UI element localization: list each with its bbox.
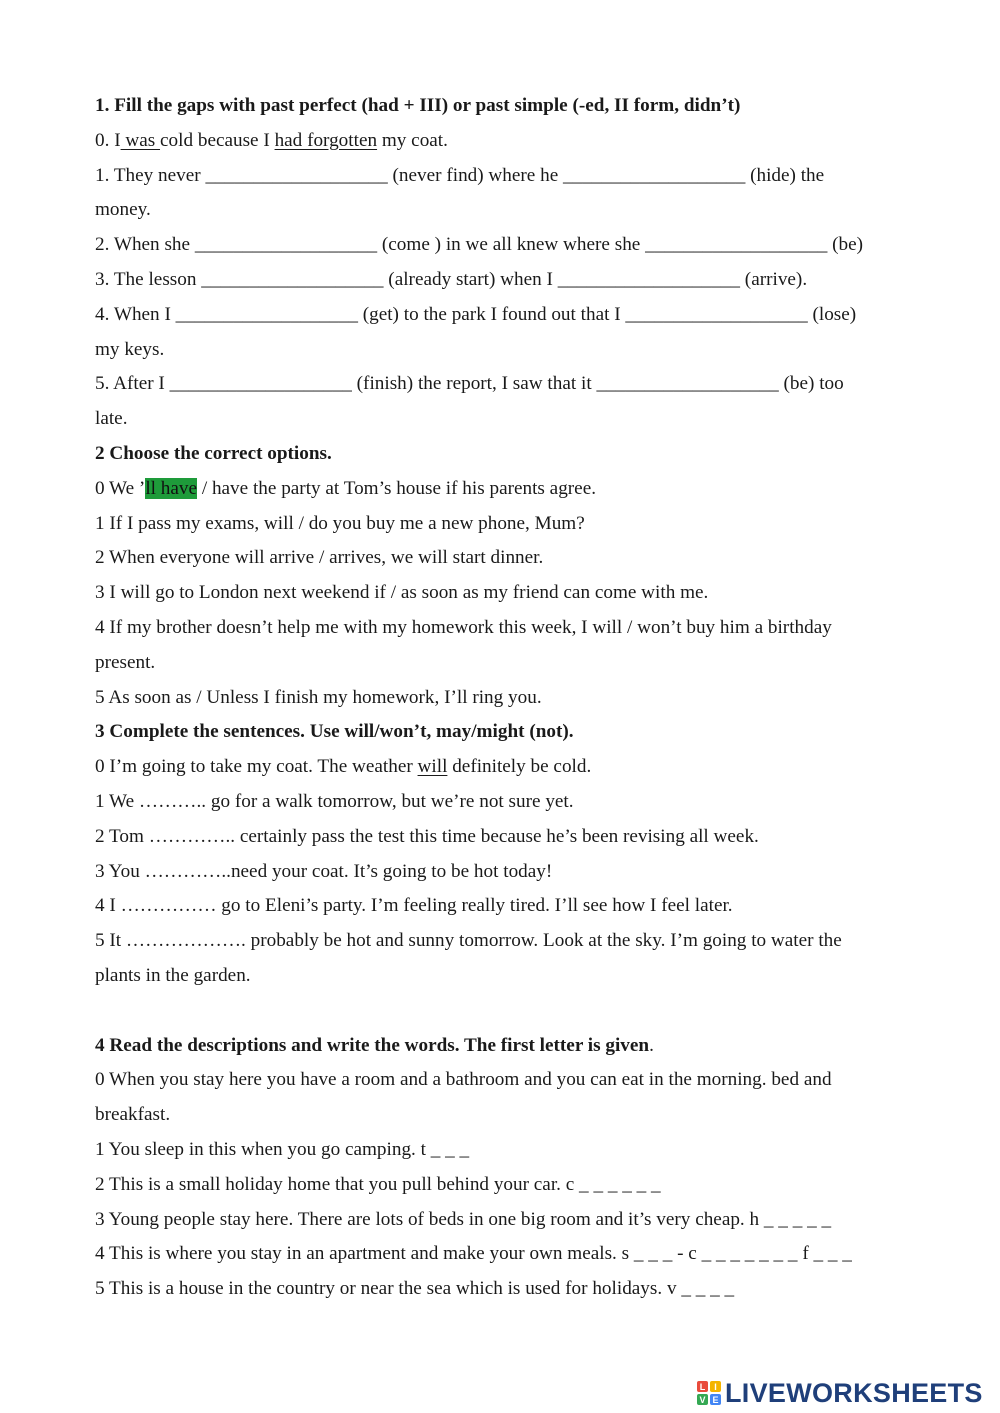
spacer [95,994,915,1029]
section-2-example: 0 We ’ll have / have the party at Tom’s house if his parents agree. [95,477,597,499]
section-1-item-5-cont: late. [95,408,128,430]
section-3-title: 3 Complete the sentences. Use will/won’t, may/might (not). [95,721,574,743]
section-3-item-2[interactable]: 2 Tom ………….. certainly pass the test this time because he’s been revising all week. [95,825,759,847]
section-1-item-1-cont: money. [95,199,151,221]
section-2-item-1[interactable]: 1 If I pass my exams, will / do you buy me a new phone, Mum? [95,512,585,534]
section-3-item-3[interactable]: 3 You …………..need your coat. It’s going to be hot today! [95,860,553,882]
section-3-example: 0 I’m going to take my coat. The weather will definitely be cold. [95,756,592,778]
highlighted-answer: ll have [145,477,198,499]
section-1-example: 0. I was cold because I had forgotten my coat. [95,129,448,151]
section-4-example: 0 When you stay here you have a room and a bathroom and you can eat in the morning. bed and [95,1069,832,1091]
worksheet [95,89,915,1307]
section-4-item-1[interactable]: 1 You sleep in this when you go camping. t _ _ _ [95,1138,470,1160]
section-4-example-cont: breakfast. [95,1104,171,1126]
section-2-title: 2 Choose the correct options. [95,442,332,464]
section-1-item-4-cont: my keys. [95,338,165,360]
section-1-item-2[interactable]: 2. When she ___________________ (come ) in we all knew where she ___________________ (be) [95,234,864,256]
section-4-item-2[interactable]: 2 This is a small holiday home that you pull behind your car. c _ _ _ _ _ _ [95,1173,661,1195]
section-2-item-5[interactable]: 5 As soon as / Unless I finish my homework, I’ll ring you. [95,686,542,708]
section-2-item-4[interactable]: 4 If my brother doesn’t help me with my homework this week, I will / won’t buy him a birthday [95,616,832,638]
section-2-item-4-cont: present. [95,651,156,673]
logo-text: LIVEWORKSHEETS [725,1377,983,1408]
section-2-item-3[interactable]: 3 I will go to London next weekend if / as soon as my friend can come with me. [95,582,709,604]
section-1-item-1[interactable]: 1. They never ___________________ (never find) where he ___________________ (hide) the [95,164,825,186]
section-3-item-1[interactable]: 1 We ……….. go for a walk tomorrow, but we’re not sure yet. [95,790,574,812]
logo-cell: I [710,1381,721,1392]
example-answer-1: was [120,129,161,151]
logo-cell: V [697,1394,708,1405]
section-4-item-3[interactable]: 3 Young people stay here. There are lots of beds in one big room and it’s very cheap. h _ _ _ _ _ [95,1208,832,1230]
logo-cell: L [697,1381,708,1392]
section-3-item-4[interactable]: 4 I …………… go to Eleni’s party. I’m feeling really tired. I’ll see how I feel later. [95,895,733,917]
section-1-title: 1. Fill the gaps with past perfect (had + III) or past simple (-ed, II form, didn’t) [95,95,741,116]
logo-cell: E [710,1394,721,1405]
section-1-item-5[interactable]: 5. After I ___________________ (finish) the report, I saw that it ___________________ (be) too [95,373,844,395]
example-answer: will [417,756,448,778]
example-answer-2: had forgotten [274,129,378,151]
section-4-item-5[interactable]: 5 This is a house in the country or near the sea which is used for holidays. v _ _ _ _ [95,1278,735,1300]
section-4-item-4[interactable]: 4 This is where you stay in an apartment and make your own meals. s _ _ _ - c _ _ _ _ _ _ _ f _ _ _ [95,1243,852,1265]
section-1-item-3[interactable]: 3. The lesson ___________________ (already start) when I ___________________ (arrive). [95,268,808,290]
section-3-item-5-cont: plants in the garden. [95,964,251,986]
liveworksheets-logo [697,1376,983,1410]
section-4-title: 4 Read the descriptions and write the words. The first letter is given. [95,1034,654,1056]
section-3-item-5[interactable]: 5 It ………………. probably be hot and sunny tomorrow. Look at the sky. I’m going to water the [95,930,842,952]
logo-icon [697,1381,721,1405]
section-1-item-4[interactable]: 4. When I ___________________ (get) to the park I found out that I ___________________ (lose) [95,303,857,325]
section-2-item-2[interactable]: 2 When everyone will arrive / arrives, we will start dinner. [95,547,544,569]
